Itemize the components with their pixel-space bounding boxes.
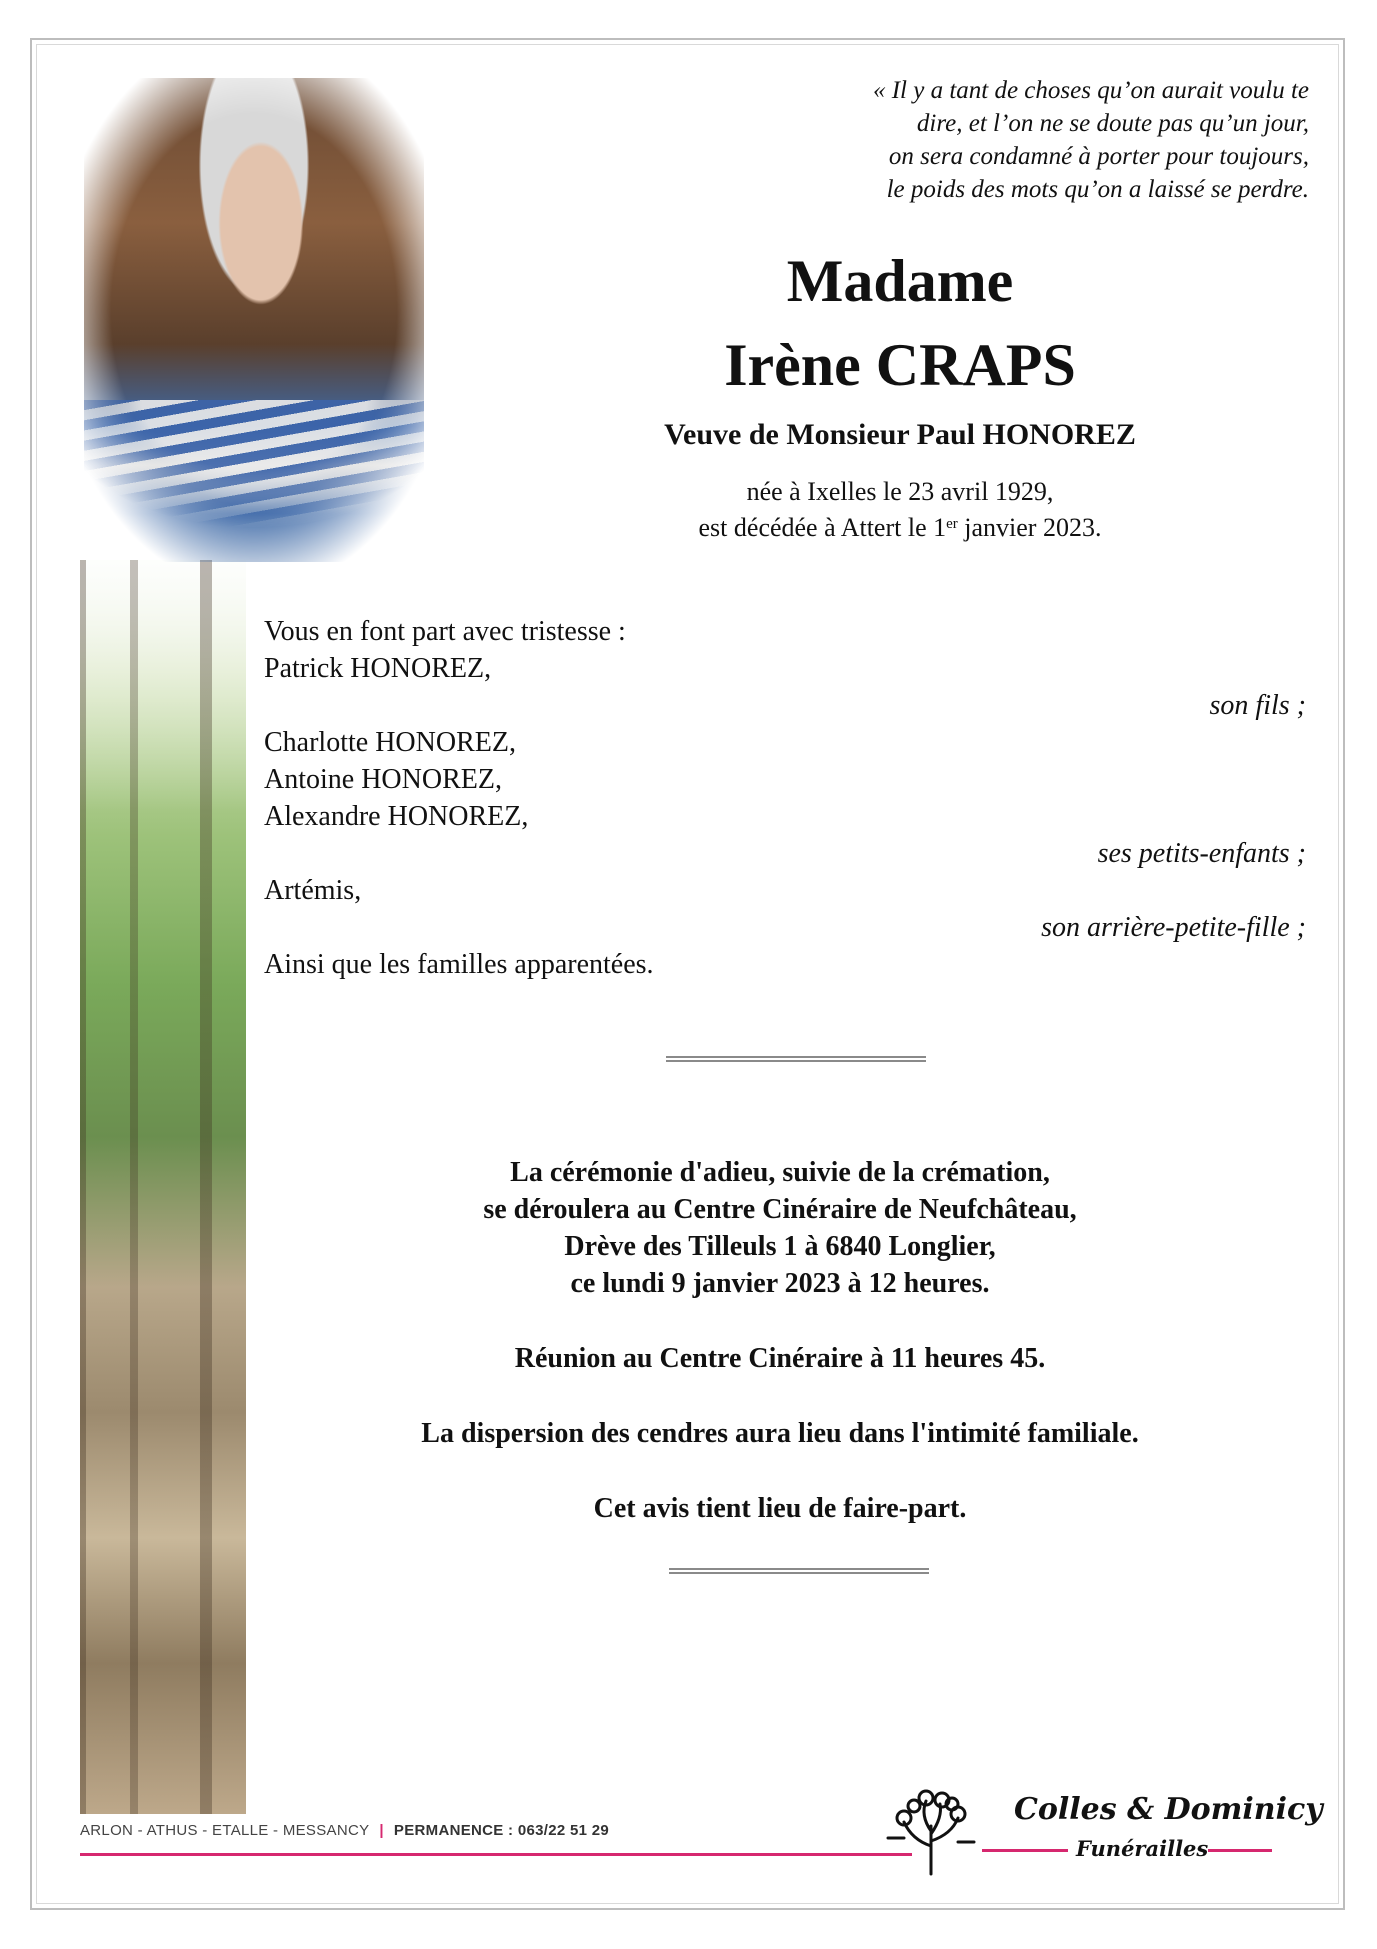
family-closing: Ainsi que les familles apparentées. bbox=[264, 949, 654, 980]
family-great-grandchild-relation: son arrière-petite-fille ; bbox=[1041, 912, 1306, 943]
quote bbox=[609, 74, 1309, 206]
footer-contact bbox=[80, 1822, 609, 1839]
family-list bbox=[264, 613, 1306, 983]
ceremony-details bbox=[300, 1154, 1260, 1302]
quote-line: dire, et l’on ne se doute pas qu’un jour, bbox=[916, 110, 1309, 137]
footer-pink-line bbox=[80, 1853, 912, 1856]
ceremony-notice: Cet avis tient lieu de faire-part. bbox=[593, 1493, 967, 1524]
footer-permanence: PERMANENCE : 063/22 51 29 bbox=[393, 1822, 609, 1839]
ceremony-meeting: Réunion au Centre Cinéraire à 11 heures 45. bbox=[514, 1343, 1046, 1374]
brand-line-left bbox=[982, 1849, 1068, 1852]
family-grandchildren-relation: ses petits-enfants ; bbox=[1097, 838, 1306, 869]
quote-line: le poids des mots qu’on a laissé se perdre. bbox=[886, 176, 1309, 203]
quote-line: on sera condamné à porter pour toujours, bbox=[888, 143, 1309, 170]
widow-of: Veuve de Monsieur Paul HONOREZ bbox=[664, 418, 1136, 451]
birth-death-info bbox=[560, 474, 1240, 546]
death-suffix: janvier 2023. bbox=[957, 513, 1102, 542]
salutation: Madame bbox=[786, 248, 1014, 314]
ceremony-line: ce lundi 9 janvier 2023 à 12 heures. bbox=[570, 1268, 990, 1299]
separator bbox=[666, 1056, 926, 1062]
footer-separator: | bbox=[379, 1822, 384, 1839]
forest-path-image bbox=[80, 560, 246, 1814]
portrait-clothing bbox=[84, 400, 424, 560]
family-grandchild: Alexandre HONOREZ, bbox=[264, 801, 529, 832]
family-son-relation: son fils ; bbox=[1209, 690, 1306, 721]
death-line bbox=[560, 510, 1240, 546]
family-great-grandchild: Artémis, bbox=[264, 875, 362, 906]
family-son: Patrick HONOREZ, bbox=[264, 653, 492, 684]
family-grandchild: Antoine HONOREZ, bbox=[264, 764, 502, 795]
family-grandchild: Charlotte HONOREZ, bbox=[264, 727, 516, 758]
birth-line: née à Ixelles le 23 avril 1929, bbox=[746, 477, 1054, 506]
ceremony-dispersion: La dispersion des cendres aura lieu dans l'intimité familiale. bbox=[421, 1418, 1139, 1449]
ceremony-line: La cérémonie d'adieu, suivie de la crémation, bbox=[510, 1157, 1050, 1188]
ceremony-line: se déroulera au Centre Cinéraire de Neufchâteau, bbox=[483, 1194, 1077, 1225]
brand-subtitle: Funérailles bbox=[1076, 1836, 1209, 1861]
tree-icon bbox=[886, 1786, 976, 1876]
death-sup: er bbox=[946, 516, 958, 532]
separator bbox=[669, 1568, 929, 1574]
quote-line: « Il y a tant de choses qu’on aurait voulu te bbox=[872, 77, 1309, 104]
brand-logo-block bbox=[886, 1780, 1323, 1880]
brand-line-right bbox=[1208, 1849, 1272, 1852]
ceremony-line: Drève des Tilleuls 1 à 6840 Longlier, bbox=[564, 1231, 996, 1262]
death-prefix: est décédée à Attert le 1 bbox=[698, 513, 947, 542]
deceased-name: Irène CRAPS bbox=[724, 332, 1076, 398]
family-intro: Vous en font part avec tristesse : bbox=[264, 616, 626, 647]
footer-locations: ARLON - ATHUS - ETALLE - MESSANCY bbox=[80, 1822, 370, 1839]
brand-name: Colles & Dominicy bbox=[1014, 1792, 1323, 1827]
